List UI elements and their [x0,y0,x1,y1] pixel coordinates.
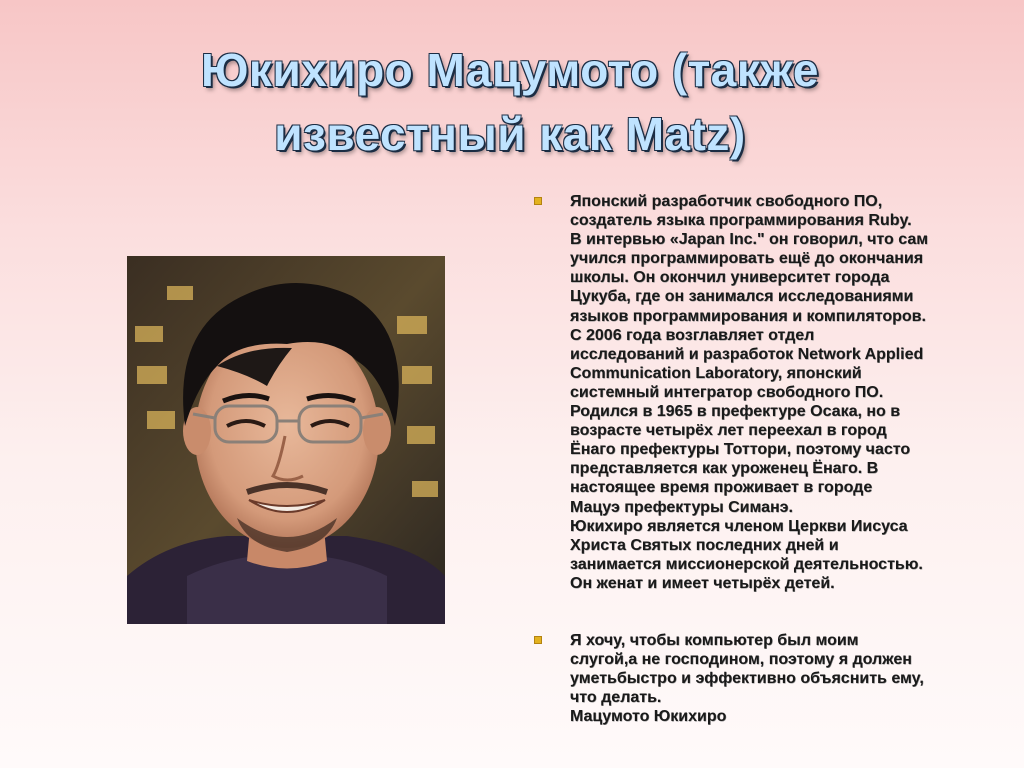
text-line: возрасте четырёх лет переехал в город [570,422,887,440]
text-line: Родился в 1965 в префектуре Осака, но в [570,403,901,421]
text-line: системный интегратор свободного ПО. [570,383,884,401]
bullet-square-icon [534,197,542,205]
text-line: слугой,а не господином, поэтому я должен [570,651,912,669]
slide-title [90,38,930,166]
text-line: создатель языка программирования Ruby. [570,212,912,230]
bullet-text [570,192,1000,593]
text-line: уметьбыстро и эффективно объяснить ему, [570,670,924,688]
text-line: Христа Святых последних дней и [570,536,839,554]
portrait-illustration [127,256,445,624]
text-line: В интервью «Japan Inc." он говорил, что сам [570,231,929,249]
bullet-quote [530,631,1000,726]
text-line: Мацуэ префектуры Симанэ. [570,498,793,516]
slide-title-line: известный как Matz) [274,108,746,160]
text-line: представляется как уроженец Ёнаго. В [570,460,879,478]
text-line: учился программировать ещё до окончания [570,250,924,268]
text-line: Японский разработчик свободного ПО, [570,193,883,210]
bullet-square-icon [534,636,542,644]
text-line: языков программирования и компиляторов. [570,307,926,325]
text-line: настоящее время проживает в городе [570,479,873,497]
text-line: Он женат и имеет четырёх детей. [570,574,835,592]
slide-body [530,192,1000,726]
quote-author: Мацумото Юкихиро [570,708,727,726]
slide-title-line: Юкихиро Мацумото (также [200,44,819,96]
text-line: Юкихиро является членом Церкви Иисуса [570,517,908,535]
portrait-photo [127,256,445,624]
bullet-biography [530,192,1000,593]
quote-text [570,631,1000,726]
text-line: Я хочу, чтобы компьютер был моим [570,631,859,649]
text-line: Цукуба, где он занимался исследованиями [570,288,914,306]
text-line: Ёнаго префектуры Тоттори, поэтому часто [570,441,911,459]
text-line: что делать. [570,689,662,707]
text-line: С 2006 года возглавляет отдел [570,326,815,344]
text-line: занимается миссионерской деятельностью. [570,555,923,573]
text-line: школы. Он окончил университет города [570,269,890,287]
text-line: Communication Laboratory, японский [570,364,862,382]
text-line: исследований и разработок Network Applied [570,345,924,363]
